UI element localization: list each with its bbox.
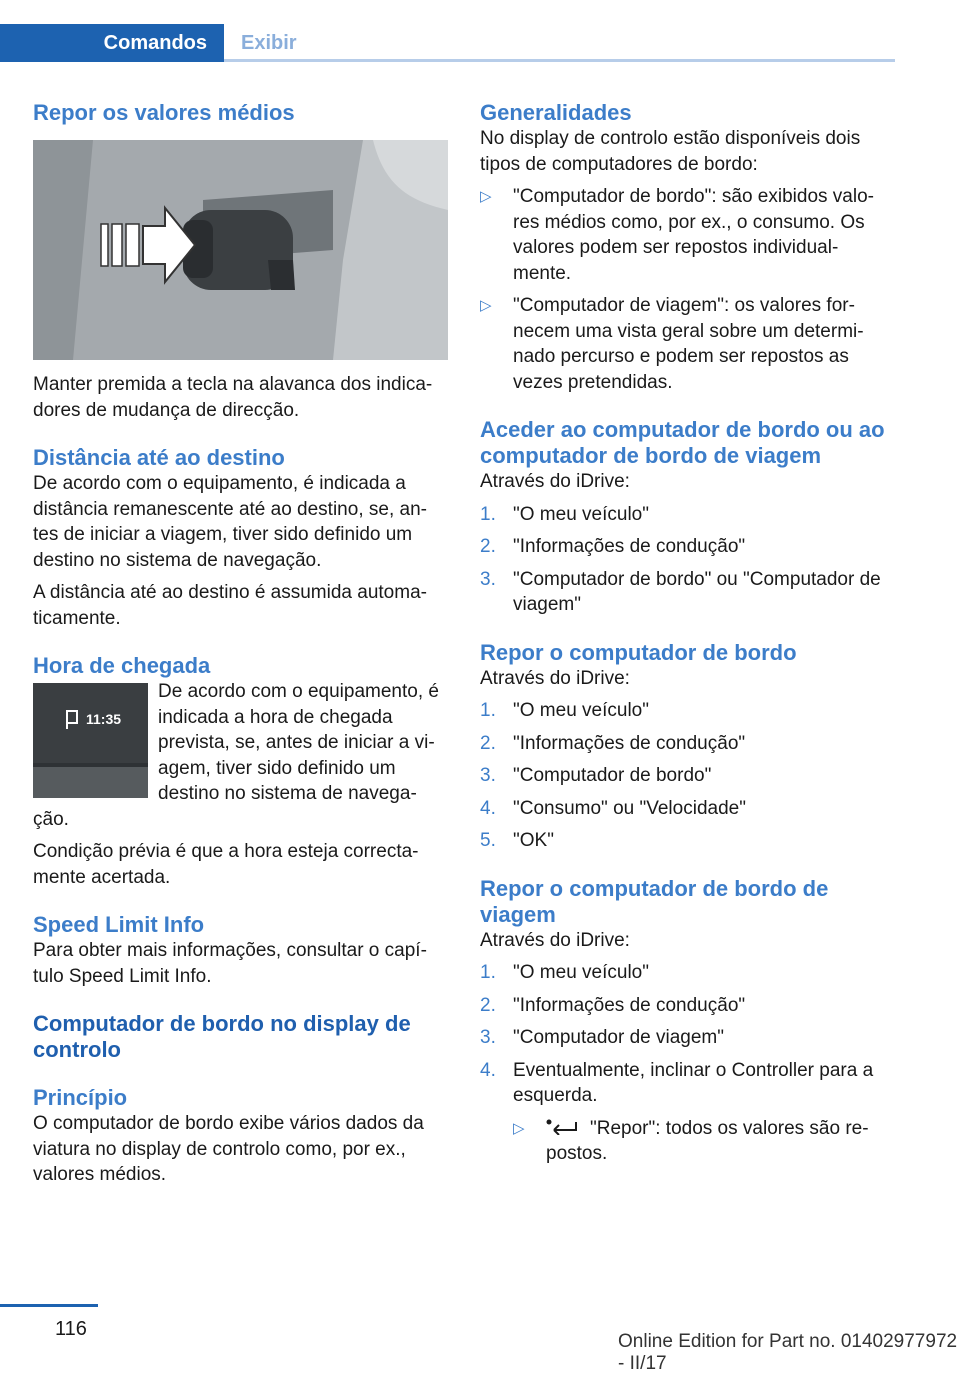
numbered-list	[480, 698, 896, 854]
chapter-tabs	[0, 24, 895, 62]
list-item: ▷ "Computador de viagem": os valores for-necem uma vista geral sobre um determi-nado percurso e podem ser repostos as vezes pretendidas.	[480, 295, 864, 393]
reset-arrow-icon	[546, 1119, 582, 1135]
section-title-distancia: Distância até ao destino	[33, 445, 285, 470]
list-item: ▷ "Computador de bordo": são exibidos valo-res médios como, por ex., o consumo. Os valores podem ser repostos individual-mente.	[480, 186, 874, 284]
list-item: 2. "Informações de condução"	[480, 732, 746, 754]
paragraph: O computador de bordo exibe vários dados da viatura no display de controlo como, por ex., valores médios.	[33, 1113, 424, 1185]
list-item: 4. Eventualmente, inclinar o Controller para a esquerda.	[480, 1059, 874, 1106]
section-title-repor-bordo: Repor o computador de bordo	[480, 639, 797, 665]
list-item: 5. "OK"	[480, 830, 554, 851]
section-title-principio: Princípio	[33, 1085, 128, 1110]
left-column	[33, 100, 448, 1188]
list-item: 3. "Computador de viagem"	[480, 1027, 724, 1048]
sub-bullet-list	[513, 1116, 896, 1167]
list-item: 2. "Informações de condução"	[480, 536, 746, 557]
triangle-bullet-icon: ▷	[480, 188, 492, 205]
section-title-repor-viagem: Repor o computador de bordo de viagem	[480, 875, 829, 927]
footer-line	[0, 1304, 98, 1307]
section-title-speed-limit: Speed Limit Info	[33, 912, 205, 937]
triangle-bullet-icon: ▷	[480, 297, 492, 314]
list-item: 2. "Informações de condução"	[480, 994, 746, 1016]
numbered-list	[480, 960, 896, 1109]
list-item: 4. "Consumo" ou "Velocidade"	[480, 797, 746, 819]
bullet-list	[480, 184, 896, 395]
page-number: 116	[55, 1318, 87, 1340]
turn-signal-lever-image	[33, 140, 448, 360]
tab-comandos[interactable]: Comandos	[0, 24, 224, 62]
paragraph: Através do iDrive:	[480, 667, 630, 689]
paragraph: Condição prévia é que a hora esteja correcta-mente acertada.	[33, 841, 419, 888]
paragraph: Através do iDrive:	[480, 929, 630, 951]
arrival-time-display-image	[33, 683, 148, 798]
list-item: 1. "O meu veículo"	[480, 700, 649, 721]
display-illustration	[33, 683, 148, 798]
list-item: 3. "Computador de bordo"	[480, 765, 712, 786]
list-item: 3. "Computador de bordo" ou "Computador de viagem"	[480, 568, 881, 615]
display-time: 11:35	[86, 711, 122, 727]
paragraph: Manter premida a tecla na alavanca dos indica-dores de mudança de direcção.	[33, 374, 433, 421]
section-title-generalidades: Generalidades	[480, 100, 632, 125]
numbered-list	[480, 502, 896, 618]
section-title-computador-display: Computador de bordo no display de controlo	[33, 1011, 411, 1062]
list-item: ▷ "Repor": todos os valores são re-postos.	[513, 1117, 869, 1164]
paragraph: A distância até ao destino é assumida automa-ticamente.	[33, 582, 427, 629]
paragraph: Para obter mais informações, consultar o capí-tulo Speed Limit Info.	[33, 940, 427, 987]
section-title-repor-valores: Repor os valores médios	[33, 100, 295, 125]
triangle-bullet-icon: ▷	[513, 1119, 525, 1137]
paragraph: Através do iDrive:	[480, 471, 630, 492]
section-title-aceder: Aceder ao computador de bordo ou ao computador de bordo de viagem	[480, 417, 885, 468]
lever-illustration	[33, 140, 448, 360]
right-column	[480, 100, 896, 1167]
tab-underline	[224, 59, 895, 62]
paragraph: De acordo com o equipamento, é indicada a hora de chegada prevista, se, antes de iniciar a vi-agem, tiver sido definido um destino no sistema de navega-ção.	[33, 681, 439, 830]
paragraph: De acordo com o equipamento, é indicada a distância remanescente até ao destino, se, an-tes de iniciar a viagem, tiver sido definido um destino no sistema de navegação.	[33, 473, 427, 571]
edition-text: Online Edition for Part no. 01402977972 - II/17	[618, 1331, 958, 1374]
paragraph: No display de controlo estão disponíveis dois tipos de computadores de bordo:	[480, 128, 861, 175]
list-item: 1. "O meu veículo"	[480, 503, 649, 525]
section-title-hora-chegada: Hora de chegada	[33, 653, 211, 678]
list-item: 1. "O meu veículo"	[480, 962, 649, 983]
tab-exibir[interactable]: Exibir	[241, 32, 297, 54]
